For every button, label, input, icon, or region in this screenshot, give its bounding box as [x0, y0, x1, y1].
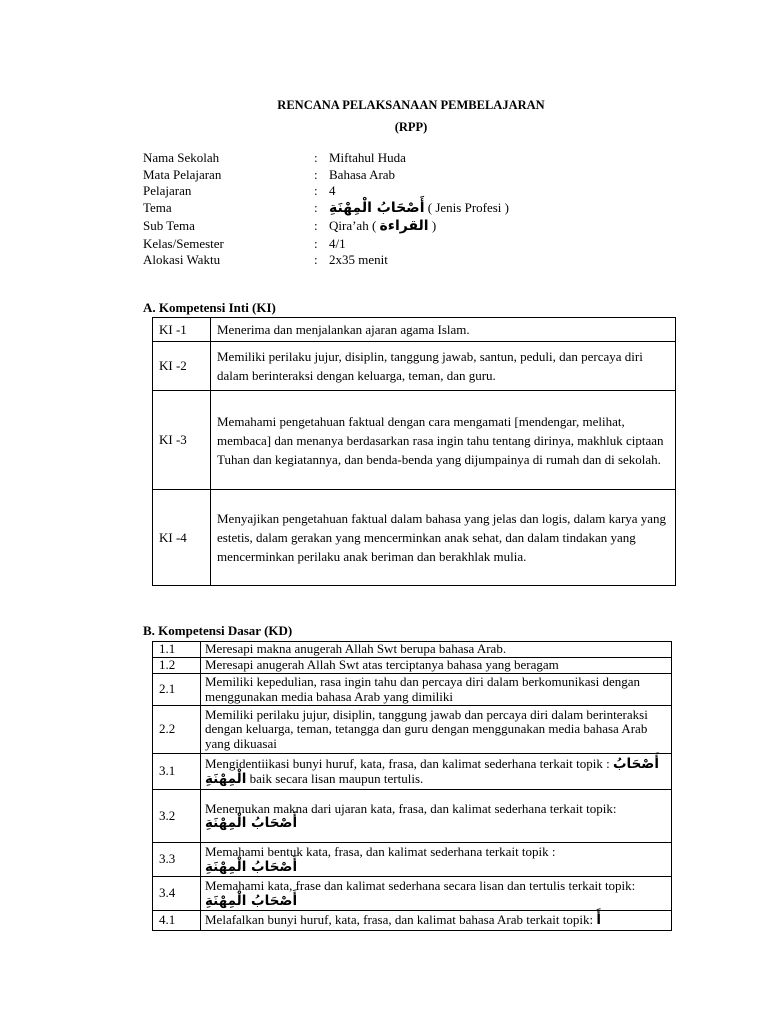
table-row — [153, 706, 672, 754]
kd-code: 2.2 — [153, 706, 201, 754]
table-row — [153, 318, 676, 342]
kd-text: Mengidentiikasi bunyi huruf, kata, frasa, dan kalimat sederhana terkait topik : — [205, 756, 610, 771]
kd-code: 3.4 — [153, 877, 201, 911]
identity-colon: : — [314, 252, 318, 267]
identity-colon: : — [314, 235, 318, 251]
identity-row-school — [143, 150, 563, 167]
kd-text: Memiliki perilaku jujur, disiplin, tanggung jawab dan percaya diri dalam berinteraksi dengan keluarga, teman, tetangga dan guru dengan menggunakan media bahasa Arab yang dikuasai — [201, 706, 672, 754]
identity-label: Kelas/Semester — [143, 235, 224, 251]
identity-colon: : — [314, 199, 318, 215]
kd-text-cell — [201, 911, 672, 931]
arabic-text: أَ — [596, 912, 601, 929]
table-row — [153, 674, 672, 706]
identity-row-time — [143, 252, 563, 269]
arabic-text: أَصْحَابُ الْمِهْنَةِ — [205, 858, 298, 875]
identity-label: Pelajaran — [143, 183, 192, 198]
ki-text: Menyajikan pengetahuan faktual dalam bahasa yang jelas dan logis, dalam karya yang estetis, dalam gerakan yang mencerminkan anak sehat, dan dalam tindakan yang mencerminkan perilaku anak beriman dan berakhlak mulia. — [211, 490, 676, 586]
table-row — [153, 490, 676, 586]
ki-code: KI -3 — [153, 391, 211, 490]
table-row — [153, 790, 672, 843]
identity-row-class — [143, 236, 563, 253]
table-row — [153, 754, 672, 790]
identity-label: Sub Tema — [143, 217, 195, 233]
identity-value — [329, 200, 509, 217]
identity-value: 4/1 — [329, 235, 346, 251]
ki-table — [152, 317, 676, 586]
kd-text-cell — [201, 843, 672, 877]
identity-row-lesson — [143, 183, 563, 200]
kd-code: 2.1 — [153, 674, 201, 706]
kd-text: Meresapi anugerah Allah Swt atas terciptanya bahasa yang beragam — [201, 658, 672, 674]
identity-label: Mata Pelajaran — [143, 166, 222, 182]
table-row — [153, 843, 672, 877]
kd-code: 1.1 — [153, 642, 201, 658]
identity-value-latin: Qira’ah ( — [329, 217, 377, 233]
identity-value-latin: ( Jenis Profesi ) — [427, 199, 510, 215]
identity-value: Bahasa Arab — [329, 166, 396, 182]
identity-value — [329, 218, 436, 235]
ki-code: KI -4 — [153, 490, 211, 586]
kd-code: 3.1 — [153, 754, 201, 790]
table-row — [153, 658, 672, 674]
kd-text: Memiliki kepedulian, rasa ingin tahu dan percaya diri dalam berkomunikasi dengan menggunakan media bahasa Arab yang dimiliki — [201, 674, 672, 706]
ki-code: KI -1 — [153, 318, 211, 342]
section-heading-kd: B. Kompetensi Dasar (KD) — [143, 623, 293, 638]
kd-code: 4.1 — [153, 911, 201, 931]
kd-code: 3.2 — [153, 790, 201, 843]
identity-colon: : — [314, 217, 318, 233]
ki-text: Memahami pengetahuan faktual dengan cara mengamati [mendengar, melihat, membaca] dan menanya berdasarkan rasa ingin tahu tentang dirinya, makhluk ciptaan Tuhan dan kegiatannya, dan benda-benda yang dijumpainya di rumah dan di sekolah. — [211, 391, 676, 490]
arabic-text: أَصْحَابُ الْمِهْنَةِ — [205, 756, 659, 787]
identity-colon: : — [314, 150, 318, 165]
identity-value: Miftahul Huda — [329, 150, 406, 165]
kd-text: Memahami kata, frase dan kalimat sederhana secara lisan dan tertulis terkait topik: — [205, 878, 636, 893]
identity-row-subject — [143, 167, 563, 184]
kd-text-end: baik secara lisan maupun tertulis. — [249, 770, 424, 786]
kd-text: Menemukan makna dari ujaran kata, frasa, dan kalimat sederhana terkait topik: — [205, 800, 617, 816]
kd-table — [152, 641, 672, 931]
identity-label: Nama Sekolah — [143, 150, 220, 165]
identity-block — [143, 150, 563, 269]
kd-code: 3.3 — [153, 843, 201, 877]
ki-text: Memiliki perilaku jujur, disiplin, tanggung jawab, santun, peduli, dan percaya diri dalam berinteraksi dengan keluarga, teman, dan guru. — [211, 342, 676, 391]
arabic-text: القراءة — [379, 217, 429, 234]
kd-text: Meresapi makna anugerah Allah Swt berupa bahasa Arab. — [201, 642, 672, 658]
identity-colon: : — [314, 166, 318, 182]
identity-label: Tema — [143, 199, 172, 215]
ki-code: KI -2 — [153, 342, 211, 391]
ki-text: Menerima dan menjalankan ajaran agama Islam. — [211, 318, 676, 342]
document-title: RENCANA PELAKSANAAN PEMBELAJARAN — [277, 98, 545, 112]
arabic-text: أَصْحَابُ الْمِهْنَةِ — [329, 199, 425, 216]
document-subtitle: (RPP) — [394, 120, 428, 134]
table-row — [153, 911, 672, 931]
kd-text-cell — [201, 790, 672, 843]
identity-value: 2x35 menit — [329, 252, 388, 267]
section-heading-ki: A. Kompetensi Inti (KI) — [143, 300, 276, 315]
table-row — [153, 877, 672, 911]
identity-value: 4 — [329, 183, 336, 198]
identity-row-theme — [143, 200, 563, 218]
identity-label: Alokasi Waktu — [143, 252, 221, 267]
kd-text: Memahami bentuk kata, frasa, dan kalimat sederhana terkait topik : — [205, 844, 556, 859]
identity-colon: : — [314, 183, 318, 198]
arabic-text: أَصْحَابُ الْمِهْنَةِ — [205, 815, 298, 831]
identity-value-end: ) — [431, 217, 437, 233]
kd-text-cell — [201, 754, 672, 790]
table-row — [153, 342, 676, 391]
arabic-text: أَصْحَابُ الْمِهْنَةِ — [205, 892, 298, 909]
table-row — [153, 642, 672, 658]
table-row — [153, 391, 676, 490]
kd-text: Melafalkan bunyi huruf, kata, frasa, dan kalimat bahasa Arab terkait topik: — [205, 912, 594, 928]
kd-text-cell — [201, 877, 672, 911]
kd-code: 1.2 — [153, 658, 201, 674]
identity-row-subtheme — [143, 218, 563, 236]
